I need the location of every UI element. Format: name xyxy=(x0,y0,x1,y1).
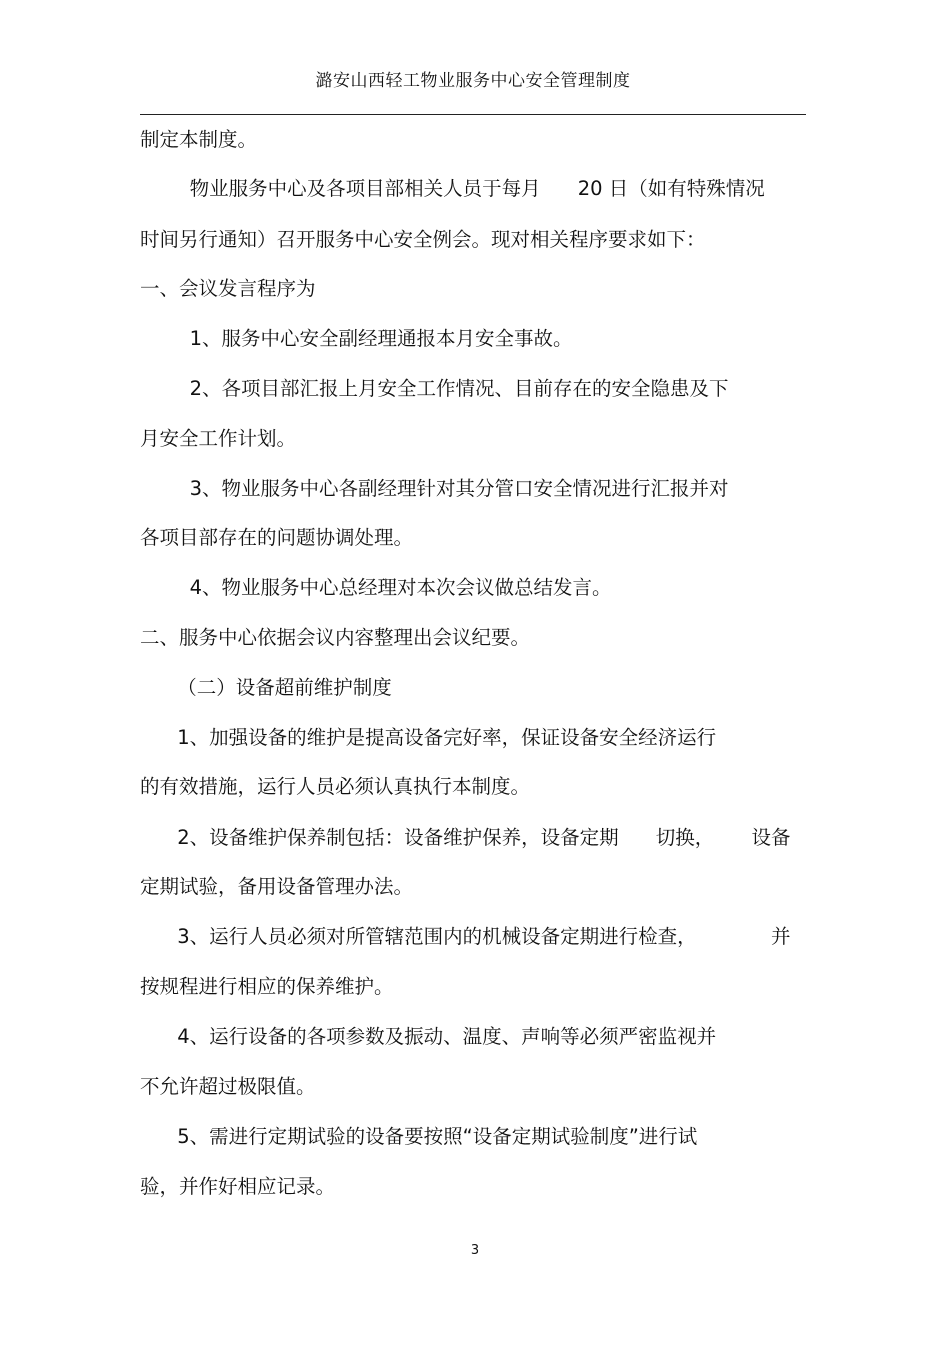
body-line-17: 3、运行人员必须对所管辖范围内的机械设备定期进行检查， 并 xyxy=(140,925,791,948)
body-line-22: 验，并作好相应记录。 xyxy=(140,1175,336,1198)
section-heading-2: 二、服务中心依据会议内容整理出会议纪要。 xyxy=(140,626,531,649)
body-line-9: 各项目部存在的问题协调处理。 xyxy=(140,526,414,549)
body-line-18: 按规程进行相应的保养维护。 xyxy=(140,975,394,998)
body-line-1: 制定本制度。 xyxy=(140,128,258,151)
body-line-3: 时间另行通知）召开服务中心安全例会。现对相关程序要求如下： xyxy=(140,228,706,251)
body-line-5: 1、服务中心安全副经理通报本月安全事故。 xyxy=(140,327,573,350)
page-header-title: 潞安山西轻工物业服务中心安全管理制度 xyxy=(315,71,631,91)
body-line-19: 4、运行设备的各项参数及振动、温度、声响等必须严密监视并 xyxy=(140,1025,717,1048)
body-line-6: 2、各项目部汇报上月安全工作情况、目前存在的安全隐患及下 xyxy=(140,377,729,400)
body-line-8: 3、物业服务中心各副经理针对其分管口安全情况进行汇报并对 xyxy=(140,477,729,500)
header-divider xyxy=(140,114,806,115)
body-line-15: 2、设备维护保养制包括：设备维护保养，设备定期 切换， 设备 xyxy=(140,826,791,849)
section-heading-1: 一、会议发言程序为 xyxy=(140,277,316,300)
body-line-21: 5、需进行定期试验的设备要按照“设备定期试验制度”进行试 xyxy=(140,1125,698,1148)
body-line-20: 不允许超过极限值。 xyxy=(140,1075,316,1098)
body-line-2: 物业服务中心及各项目部相关人员于每月 20 日（如有特殊情况 xyxy=(140,177,765,200)
subsection-heading: （二）设备超前维护制度 xyxy=(140,676,392,699)
body-line-7: 月安全工作计划。 xyxy=(140,427,297,450)
body-line-14: 的有效措施，运行人员必须认真执行本制度。 xyxy=(140,775,531,798)
body-line-10: 4、物业服务中心总经理对本次会议做总结发言。 xyxy=(140,576,612,599)
body-line-13: 1、加强设备的维护是提高设备完好率，保证设备安全经济运行 xyxy=(140,726,717,749)
body-line-16: 定期试验，备用设备管理办法。 xyxy=(140,875,414,898)
page-number: 3 xyxy=(470,1243,480,1258)
